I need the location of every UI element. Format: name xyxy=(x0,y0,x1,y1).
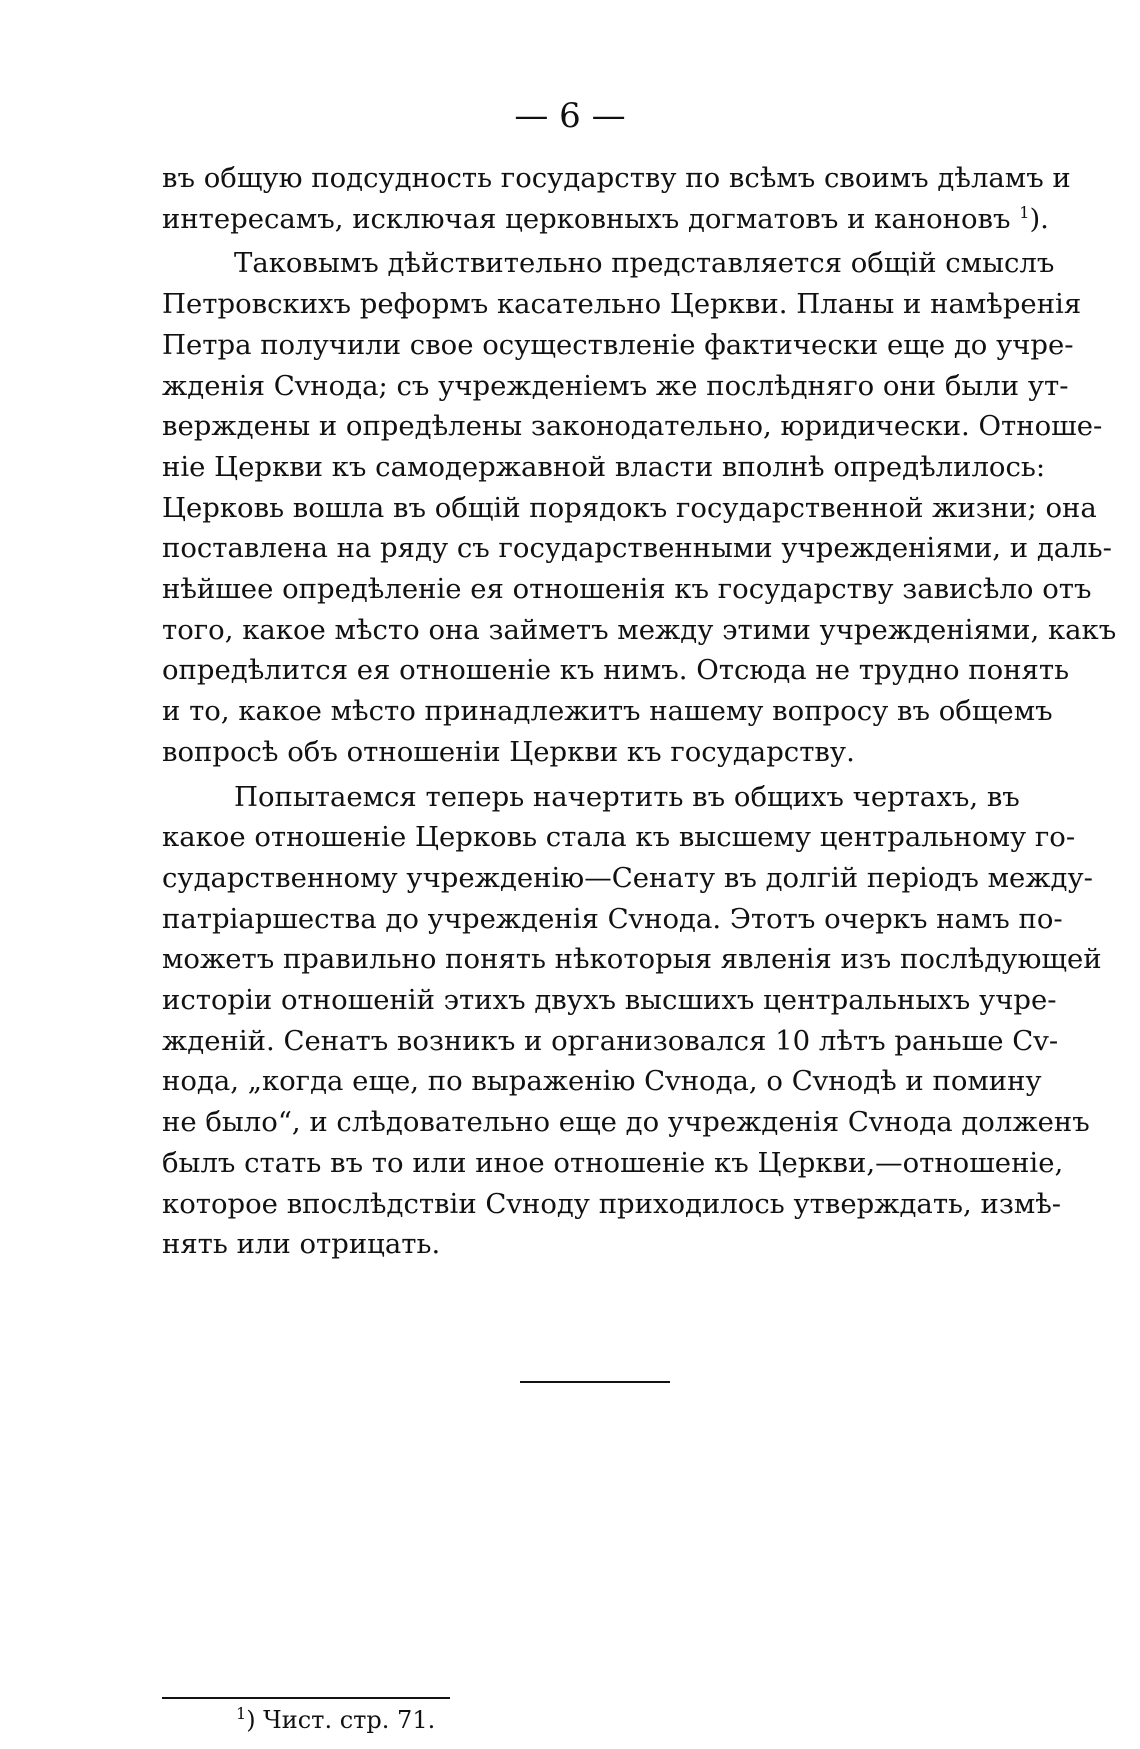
section-divider xyxy=(520,1381,670,1383)
text-line: вопросѣ объ отношеніи Церкви къ государству. xyxy=(162,735,855,768)
text-line: опредѣлится ея отношеніе къ нимъ. Отсюда не трудно понять xyxy=(162,654,1070,687)
text-line: можетъ правильно понять нѣкоторыя явленія изъ послѣдующей xyxy=(162,943,1102,976)
footnote xyxy=(236,1705,435,1735)
text-line: интересамъ, исключая церковныхъ догматовъ и каноновъ $^1$). xyxy=(162,202,1049,235)
text-line: исторіи отношеній этихъ двухъ высшихъ центральныхъ учре- xyxy=(162,984,1057,1017)
text-line: не было“, и слѣдовательно еще до учрежденія Сvнода долженъ xyxy=(162,1106,1090,1139)
footnote-marker: 1 xyxy=(1019,202,1030,222)
text-line: Петровскихъ реформъ касательно Церкви. Планы и намѣренія xyxy=(162,288,1082,321)
text-line: жденія Сvнода; съ учрежденіемъ же послѣдняго они были ут- xyxy=(162,369,1069,402)
text-line: сударственному учрежденію—Сенату въ долгій періодъ между- xyxy=(162,861,1093,894)
text-line: ніе Церкви къ самодержавной власти вполнѣ опредѣлилось: xyxy=(162,450,1046,483)
footnote-number: 1 xyxy=(236,1704,247,1723)
text-line: нода, „когда еще, по выраженію Сvнода, о Сvнодѣ и помину xyxy=(162,1065,1042,1098)
text-line: и то, какое мѣсто принадлежитъ нашему вопросу въ общемъ xyxy=(162,695,1053,728)
text-line: былъ стать въ то или иное отношеніе къ Церкви,—отношеніе, xyxy=(162,1146,1064,1179)
text-line: верждены и опредѣлены законодательно, юридически. Отноше- xyxy=(162,410,1103,443)
text-line: нять или отрицать. xyxy=(162,1228,441,1261)
text-line: жденій. Сенатъ возникъ и организовался 10 лѣтъ раньше Сv- xyxy=(162,1024,1059,1057)
text-line: поставлена на ряду съ государственными учрежденіями, и даль- xyxy=(162,532,1112,565)
text-line: нѣйшее опредѣленіе ея отношенія къ государству зависѣло отъ xyxy=(162,573,1092,606)
text-line: какое отношеніе Церковь стала къ высшему центральному го- xyxy=(162,821,1076,854)
text-line: Таковымъ дѣйствительно представляется общій смыслъ xyxy=(234,247,1055,280)
text-line: Церковь вошла въ общій порядокъ государственной жизни; она xyxy=(162,491,1097,524)
text-line: въ общую подсудность государству по всѣмъ своимъ дѣламъ и xyxy=(162,162,1071,194)
text-line: Попытаемся теперь начертить въ общихъ чертахъ, въ xyxy=(234,780,1020,813)
text-line: которое впослѣдствіи Сvноду приходилось утверждать, измѣ- xyxy=(162,1187,1062,1220)
body-text xyxy=(162,158,1117,1265)
footnote-text: ) Чист. стр. 71. xyxy=(246,1706,436,1734)
footnote-rule xyxy=(162,1697,450,1699)
text-line: того, какое мѣсто она займетъ между этими учрежденіями, какъ xyxy=(162,613,1117,646)
text-line: патріаршества до учрежденія Сvнода. Этотъ очеркъ намъ по- xyxy=(162,902,1063,935)
page-number: — 6 — xyxy=(514,96,626,136)
text-line: Петра получили свое осуществленіе фактически еще до учре- xyxy=(162,328,1074,361)
